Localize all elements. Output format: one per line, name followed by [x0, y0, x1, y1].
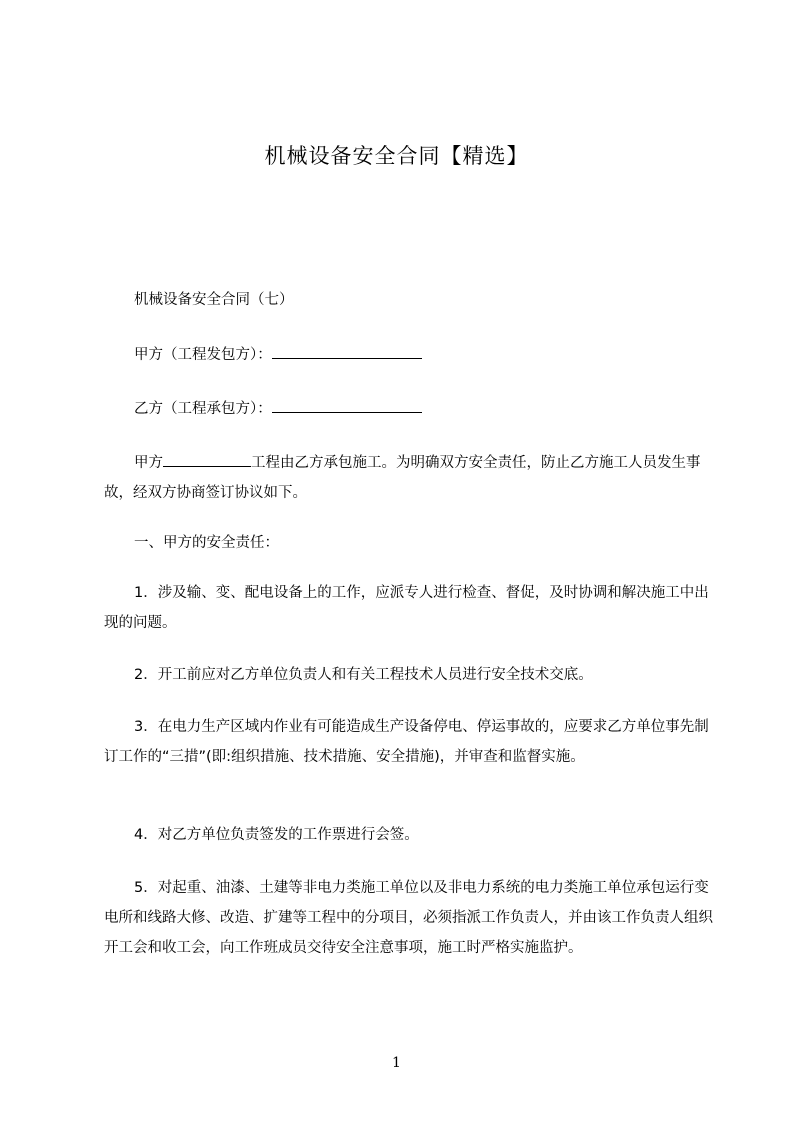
section-heading-text: 一、甲方的安全责任： — [134, 535, 279, 551]
page-number: 1 — [392, 1055, 401, 1071]
section-heading — [104, 528, 716, 558]
list-item: 2．开工前应对乙方单位负责人和有关工程技术人员进行安全技术交底。 — [134, 667, 593, 683]
party-a-label: 甲方（工程发包方）： — [134, 347, 272, 363]
intro-paragraph — [104, 448, 716, 508]
list-item: 5．对起重、油漆、土建等非电力类施工单位以及非电力系统的电力类施工单位承包运行变电所和线路大修、改造、扩建等工程中的分项目，必须指派工作负责人，并由该工作负责人组织开工会和收工会，向工作班成员交待安全注意事项，施工时严格实施监护。 — [104, 880, 713, 956]
party-a-blank — [272, 343, 422, 359]
list-item: 1．涉及输、变、配电设备上的工作，应派专人进行检查、督促，及时协调和解决施工中出现的问题。 — [104, 585, 709, 631]
party-b-label: 乙方（工程承包方）： — [134, 401, 272, 417]
project-name-blank — [163, 451, 251, 467]
party-b-blank — [272, 397, 422, 413]
contract-subtitle — [104, 285, 716, 315]
intro-text: 工程由乙方承包施工。为明确双方安全责任，防止乙方施工人员发生事故，经双方协商签订协议如下。 — [104, 455, 701, 501]
list-item: 4．对乙方单位负责签发的工作票进行会签。 — [134, 827, 419, 843]
party-a-line — [104, 340, 716, 370]
list-item: 3．在电力生产区域内作业有可能造成生产设备停电、停运事故的，应要求乙方单位事先制订工作的“三措”(即:组织措施、技术措施、安全措施)，并审查和监督实施。 — [104, 719, 709, 765]
party-b-line — [104, 394, 716, 424]
document-title: 机械设备安全合同【精选】 — [264, 144, 529, 168]
contract-subtitle-text: 机械设备安全合同（七） — [134, 292, 294, 308]
intro-prefix: 甲方 — [134, 455, 163, 471]
